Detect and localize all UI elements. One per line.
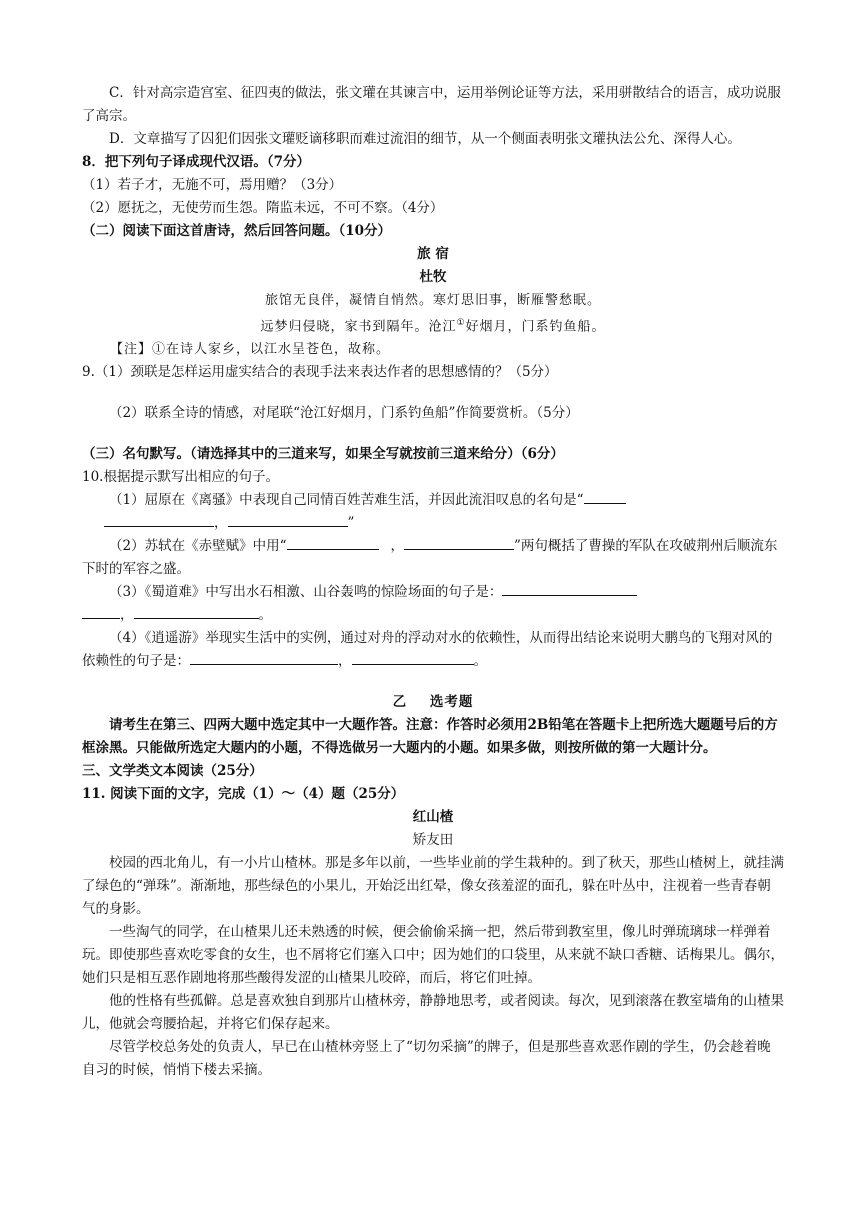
story-paragraph-3: 他的性格有些孤僻。总是喜欢独自到那片山楂林旁，静静地思考，或者阅读。每次，见到滚落在教室墙角的山楂果儿，他就会弯腰拾起，并将它们保存起来。 xyxy=(82,993,784,1033)
answer-blank[interactable] xyxy=(190,650,338,665)
period: 。 xyxy=(258,607,272,624)
q7-option-c: C．针对高宗造宫室、征四夷的做法，张文瓘在其谏言中，运用举例论证等方法，采用骈散结合的语言，成功说服了高宗。 xyxy=(82,85,781,124)
answer-blank[interactable] xyxy=(228,512,348,527)
exam-page xyxy=(82,82,784,1082)
footnote-marker: ① xyxy=(456,318,466,328)
q11-title: 11. 阅读下面的文字，完成（1）～（4）题（25分） xyxy=(82,786,405,803)
section-3-title: 三、文学类文本阅读（25分） xyxy=(82,763,263,780)
q8-sentence-1: （1）若子才，无施不可，焉用赠？（3分） xyxy=(82,177,343,193)
poem-author: 杜牧 xyxy=(419,269,447,285)
comma: ， xyxy=(390,538,404,555)
optional-instruction: 请考生在第三、四两大题中选定其中一大题作答。注意：作答时必须用2B铅笔在答题卡上把所选大题题号后的方框涂黑。只能做所选定大题内的小题，不得选做另一大题内的小题。如果多做，则按所做的第一大题计分。 xyxy=(82,717,778,757)
spacer xyxy=(82,425,784,443)
recite-item-3-prompt: （3）《蜀道难》中写出水石相激、山谷轰鸣的惊险场面的句子是： xyxy=(109,584,503,601)
close-quote: ” xyxy=(347,515,355,532)
recite-item-3 xyxy=(82,581,784,604)
story-paragraph-2: 一些淘气的同学，在山楂果儿还未熟透的时候，便会偷偷采摘一把，然后带到教室里，像儿时弹琉璃球一样弹着玩。即使那些喜欢吃零食的女生，也不屑将它们塞入口中；因为她们的口袋里，从来就不缺口香糖、话梅果儿。偶尔，她们只是相互恶作剧地将那些酸得发涩的山楂果儿咬碎，而后，将它们吐掉。 xyxy=(82,924,784,987)
poem-line-1: 旅馆无良伴，凝情自悄然。寒灯思旧事，断雁警愁眠。 xyxy=(264,293,601,308)
answer-blank[interactable] xyxy=(584,489,626,504)
q9-part-2: （2）联系全诗的情感，对尾联“沧江好烟月，门系钓鱼船”作简要赏析。（5分） xyxy=(109,405,579,422)
recite-item-2-prompt: （2）苏轼在《赤壁赋》中用“ xyxy=(109,538,287,555)
comma: ， xyxy=(214,515,228,532)
q9-part-1: 9.（1）颈联是怎样运用虚实结合的表现手法来表达作者的思想感情的？（5分） xyxy=(82,364,558,381)
recite-item-2-tail: ”两句概括了曹操的军队在攻破荆州后顺流东下时的军容之盛。 xyxy=(82,538,778,578)
optional-header: 乙 选考题 xyxy=(392,694,474,711)
answer-blank[interactable] xyxy=(352,650,474,665)
answer-blank[interactable] xyxy=(502,581,637,596)
answer-blank[interactable] xyxy=(134,604,259,619)
recite-item-4-prompt: （4）《逍遥游》举现实生活中的实例，通过对舟的浮动对水的依赖性，从而得出结论来说明大鹏鸟的飞翔对风的依赖性的句子是： xyxy=(82,630,773,670)
q10-title: 10.根据提示默写出相应的句子。 xyxy=(82,469,279,486)
q7-option-d: D．文章描写了囚犯们因张文瓘贬谪移职而难过流泪的细节，从一个侧面表明张文瓘执法公允、深得人心。 xyxy=(109,131,741,147)
recite-item-2 xyxy=(82,535,784,581)
spacer xyxy=(82,673,784,691)
comma: ， xyxy=(120,607,134,624)
poem-line-2-a: 远梦归侵晓，家书到隔年。沧江 xyxy=(260,319,457,335)
answer-blank[interactable] xyxy=(82,604,120,619)
recite-item-1-prompt: （1）屈原在《离骚》中表现自己同情百姓苦难生活，并因此流泪叹息的名句是“ xyxy=(109,492,584,509)
story-paragraph-1: 校园的西北角儿，有一小片山楂林。那是多年以前，一些毕业前的学生栽种的。到了秋天，那些山楂树上，就挂满了绿色的“弹珠”。渐渐地，那些绿色的小果儿，开始泛出红晕，像女孩羞涩的面孔，躲在叶丛中，注视着一些青春朝气的身影。 xyxy=(82,855,784,918)
poem-section-header: （二）阅读下面这首唐诗，然后回答问题。（10分） xyxy=(82,223,392,239)
answer-blank[interactable] xyxy=(104,512,214,527)
poem-line-2 xyxy=(82,312,784,338)
recite-item-1-cont xyxy=(82,512,784,535)
spacer xyxy=(82,384,784,402)
story-author: 矫友田 xyxy=(412,832,454,849)
q8-sentence-2: （2）愿抚之，无使劳而生怨。隋监未远，不可不察。（4分） xyxy=(82,200,444,216)
poem-note: 【注】①在诗人家乡，以江水呈苍色，故称。 xyxy=(110,342,391,358)
poem-title: 旅 宿 xyxy=(417,246,449,262)
recite-item-4 xyxy=(82,627,784,673)
answer-blank[interactable] xyxy=(287,535,379,550)
poem-line-2-b: 好烟月，门系钓鱼船。 xyxy=(465,319,606,335)
comma: ， xyxy=(338,653,352,670)
answer-blank[interactable] xyxy=(404,535,514,550)
recite-item-1 xyxy=(82,489,784,512)
story-title: 红山楂 xyxy=(412,809,454,826)
recite-item-3-cont xyxy=(82,604,784,627)
period: 。 xyxy=(473,653,487,670)
recite-section-header: （三）名句默写。（请选择其中的三道来写，如果全写就按前三道来给分）（6分） xyxy=(82,446,564,463)
q8-title: 8．把下列句子译成现代汉语。（7分） xyxy=(82,154,311,170)
story-paragraph-4: 尽管学校总务处的负责人，早已在山楂林旁竖上了“切勿采摘”的牌子，但是那些喜欢恶作剧的学生，仍会趁着晚自习的时候，悄悄下楼去采摘。 xyxy=(82,1039,771,1079)
